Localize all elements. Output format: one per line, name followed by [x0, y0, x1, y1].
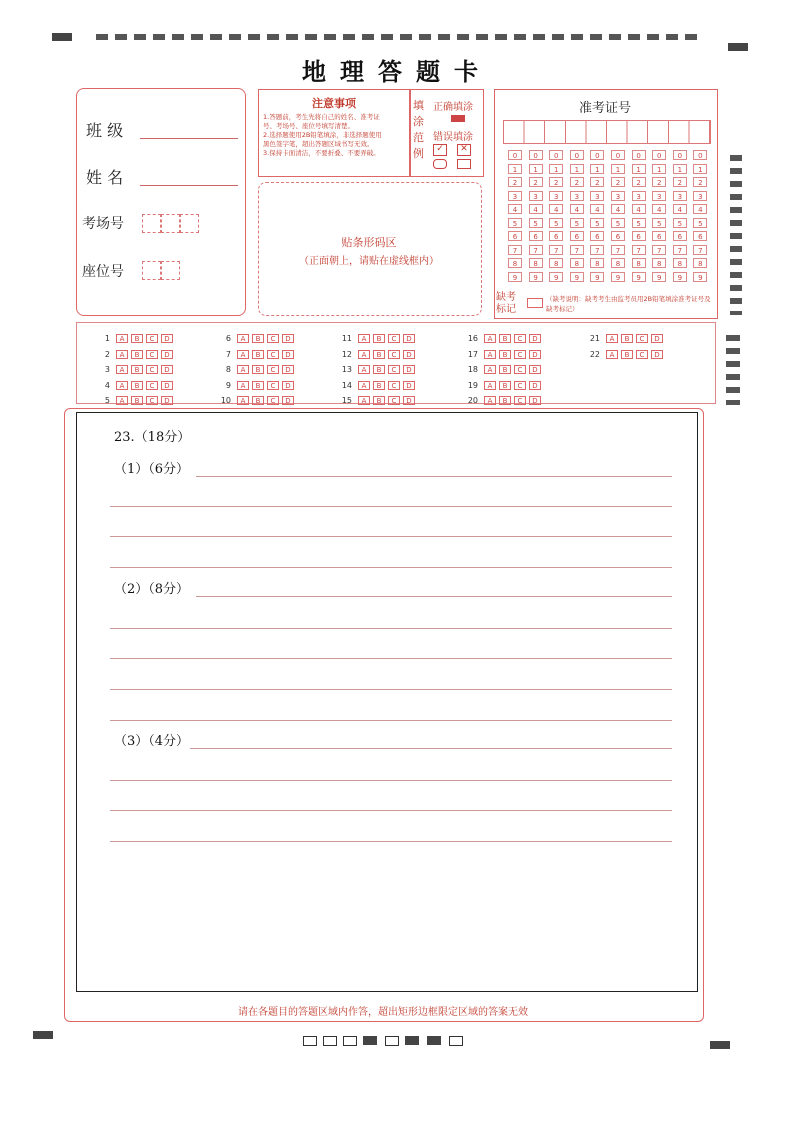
admission-digit-bubble[interactable]: 5 — [590, 218, 604, 228]
choice-bubble[interactable]: A — [484, 381, 496, 390]
admission-digit-column — [632, 150, 646, 285]
answer-line[interactable] — [110, 628, 672, 629]
admission-digit-bubble[interactable]: 5 — [693, 218, 707, 228]
question-number: 17 — [467, 349, 478, 359]
admission-digit-bubble[interactable]: 0 — [590, 150, 604, 160]
admission-digit-bubble[interactable]: 9 — [611, 272, 625, 282]
answer-line[interactable] — [110, 567, 672, 568]
choice-bubble[interactable]: A — [606, 334, 618, 343]
answer-line[interactable] — [110, 841, 672, 842]
admission-digit-bubble[interactable]: 9 — [590, 272, 604, 282]
answer-inner-box — [76, 412, 698, 992]
choice-bubble[interactable]: D — [529, 381, 541, 390]
admission-digit-bubble[interactable]: 6 — [570, 231, 584, 241]
admission-digit-bubble[interactable]: 8 — [611, 258, 625, 268]
choice-bubble[interactable]: D — [161, 381, 173, 390]
choice-bubble[interactable]: B — [499, 350, 511, 359]
choice-bubble[interactable]: B — [252, 334, 264, 343]
choice-bubble[interactable]: C — [146, 396, 158, 405]
admission-digit-bubble[interactable]: 1 — [508, 164, 522, 174]
admission-digit-bubble[interactable]: 7 — [632, 245, 646, 255]
wrong-fill-dash-icon — [433, 159, 447, 169]
choice-bubble[interactable]: B — [373, 396, 385, 405]
choice-bubble[interactable]: B — [373, 365, 385, 374]
choice-bubble[interactable]: C — [388, 334, 400, 343]
choice-bubble[interactable]: A — [358, 365, 370, 374]
question-number: 22 — [589, 349, 600, 359]
question-number: 9 — [225, 380, 231, 390]
absent-note: （缺考说明：缺考考生由监考员用2B铅笔填涂准考证号及缺考标记） — [546, 295, 711, 313]
admission-digit-bubble[interactable]: 2 — [590, 177, 604, 187]
choice-bubble[interactable]: D — [403, 396, 415, 405]
admission-digit-bubble[interactable]: 9 — [570, 272, 584, 282]
admission-digit-bubble[interactable]: 9 — [508, 272, 522, 282]
admission-digit-bubble[interactable]: 1 — [632, 164, 646, 174]
admission-digit-column — [570, 150, 584, 285]
admission-digit-bubble[interactable]: 4 — [673, 204, 687, 214]
choice-question-row — [334, 357, 418, 372]
choice-bubble[interactable]: C — [146, 381, 158, 390]
answer-line[interactable] — [110, 780, 672, 781]
admission-digit-bubble[interactable]: 8 — [570, 258, 584, 268]
admission-digit-bubble[interactable]: 4 — [570, 204, 584, 214]
admission-digit-bubble[interactable]: 3 — [570, 191, 584, 201]
question-23-part2: （2）（8分） — [114, 582, 190, 597]
choice-bubble[interactable]: B — [621, 350, 633, 359]
exam-room-boxes[interactable] — [142, 214, 198, 232]
choice-bubble[interactable]: B — [252, 350, 264, 359]
admission-digit-bubble[interactable]: 7 — [673, 245, 687, 255]
admission-digit-bubble[interactable]: 9 — [652, 272, 666, 282]
admission-digit-bubble[interactable]: 7 — [570, 245, 584, 255]
choice-bubble[interactable]: C — [388, 350, 400, 359]
seat-label: 座位号 — [82, 264, 124, 280]
notice-line: 1.答题前，考生先将自己的姓名、准考证 — [263, 113, 380, 121]
admission-digit-bubble[interactable]: 3 — [673, 191, 687, 201]
admission-digit-bubble[interactable]: 3 — [611, 191, 625, 201]
absent-bubble[interactable] — [527, 298, 543, 308]
page-title: 地理答题卡 — [302, 57, 492, 86]
choice-bubble[interactable]: D — [403, 365, 415, 374]
admission-digit-bubble[interactable]: 2 — [529, 177, 543, 187]
choice-bubble[interactable]: D — [282, 365, 294, 374]
choice-bubble[interactable]: C — [267, 365, 279, 374]
choice-bubble[interactable]: A — [116, 334, 128, 343]
choice-bubble[interactable]: D — [403, 381, 415, 390]
choice-bubble[interactable]: B — [131, 365, 143, 374]
admission-digit-bubble[interactable]: 6 — [590, 231, 604, 241]
admission-digit-bubble[interactable]: 7 — [549, 245, 563, 255]
choice-bubble[interactable]: D — [282, 396, 294, 405]
answer-line[interactable] — [110, 720, 672, 721]
answer-line[interactable] — [190, 748, 672, 749]
choice-bubble[interactable]: C — [267, 334, 279, 343]
choice-bubble[interactable]: D — [282, 381, 294, 390]
choice-bubble[interactable]: B — [499, 334, 511, 343]
choice-question-row — [92, 388, 176, 403]
admission-digit-bubble[interactable]: 9 — [673, 272, 687, 282]
choice-bubble[interactable]: D — [403, 334, 415, 343]
wrong-fill-partial-icon — [457, 159, 471, 169]
choice-bubble[interactable]: C — [146, 350, 158, 359]
admission-digit-bubble[interactable]: 4 — [549, 204, 563, 214]
question-number: 7 — [225, 349, 231, 359]
admission-digit-bubble[interactable]: 6 — [632, 231, 646, 241]
notice-line: 黑色签字笔，超出答题区域书写无效。 — [263, 140, 374, 148]
choice-bubble[interactable]: A — [116, 365, 128, 374]
admission-digit-bubble[interactable]: 9 — [693, 272, 707, 282]
question-23-part3: （3）（4分） — [114, 734, 190, 749]
admission-digit-bubble[interactable]: 8 — [673, 258, 687, 268]
admission-digit-bubble[interactable]: 0 — [549, 150, 563, 160]
choice-bubble[interactable]: A — [484, 350, 496, 359]
admission-digit-bubble[interactable]: 9 — [529, 272, 543, 282]
choice-bubble[interactable]: D — [161, 365, 173, 374]
admission-digit-bubble[interactable]: 0 — [673, 150, 687, 160]
admission-title: 准考证号 — [578, 101, 631, 116]
admission-digit-bubble[interactable]: 5 — [529, 218, 543, 228]
choice-bubble[interactable]: B — [373, 350, 385, 359]
choice-question-row — [334, 326, 418, 341]
admission-digit-bubble[interactable]: 4 — [652, 204, 666, 214]
admission-digit-bubble[interactable]: 3 — [652, 191, 666, 201]
choice-bubble[interactable]: B — [373, 334, 385, 343]
exam-room-label: 考场号 — [82, 216, 124, 232]
question-number: 18 — [467, 365, 478, 374]
notice-heading: 注意事项 — [312, 97, 356, 110]
admission-digit-bubble[interactable]: 8 — [652, 258, 666, 268]
choice-bubble[interactable]: B — [499, 396, 511, 405]
choice-bubble[interactable]: B — [621, 334, 633, 343]
choice-bubble[interactable]: A — [237, 396, 249, 405]
admission-digit-column — [549, 150, 563, 285]
question-number: 4 — [104, 380, 110, 390]
question-number: 14 — [341, 380, 352, 390]
choice-question-row — [92, 342, 176, 357]
admission-digit-bubble[interactable]: 7 — [508, 245, 522, 255]
admission-digit-bubble[interactable]: 8 — [508, 258, 522, 268]
choice-bubble[interactable]: D — [161, 396, 173, 405]
admission-digit-bubble[interactable]: 5 — [673, 218, 687, 228]
question-number: 19 — [467, 380, 478, 390]
admission-digit-bubble[interactable]: 4 — [693, 204, 707, 214]
choice-bubble[interactable]: D — [529, 365, 541, 374]
choice-question-row — [334, 373, 418, 388]
choice-bubble[interactable]: C — [388, 365, 400, 374]
admission-digit-bubble[interactable]: 4 — [632, 204, 646, 214]
question-number: 20 — [467, 396, 478, 405]
footer-warning: 请在各题目的答题区域内作答，超出矩形边框限定区域的答案无效 — [238, 1007, 528, 1018]
question-number: 10 — [220, 396, 231, 405]
admission-digit-bubble[interactable]: 2 — [570, 177, 584, 187]
choice-bubble[interactable]: C — [514, 350, 526, 359]
admission-digit-bubble[interactable]: 2 — [673, 177, 687, 187]
choice-bubble[interactable]: C — [636, 334, 648, 343]
admission-digit-bubble[interactable]: 8 — [632, 258, 646, 268]
choice-bubble[interactable]: D — [282, 350, 294, 359]
choice-question-row — [460, 357, 544, 372]
choice-bubble[interactable]: A — [484, 334, 496, 343]
admission-digit-bubble[interactable]: 6 — [652, 231, 666, 241]
admission-digit-bubble[interactable]: 1 — [611, 164, 625, 174]
admission-digit-bubble[interactable]: 1 — [549, 164, 563, 174]
admission-digit-bubble[interactable]: 3 — [508, 191, 522, 201]
choice-bubble[interactable]: B — [131, 350, 143, 359]
choice-bubble[interactable]: A — [116, 381, 128, 390]
choice-bubble[interactable]: A — [237, 381, 249, 390]
admission-digit-bubble[interactable]: 5 — [611, 218, 625, 228]
question-23-part1: （1）（6分） — [114, 462, 190, 477]
question-23-heading: 23.（18分） — [114, 430, 191, 445]
admission-digit-bubble[interactable]: 0 — [611, 150, 625, 160]
admission-digit-bubble[interactable]: 2 — [611, 177, 625, 187]
answer-line[interactable] — [196, 596, 672, 597]
admission-digit-bubble[interactable]: 9 — [632, 272, 646, 282]
admission-digit-bubble[interactable]: 5 — [549, 218, 563, 228]
admission-digit-bubble[interactable]: 7 — [590, 245, 604, 255]
choice-bubble[interactable]: B — [131, 381, 143, 390]
choice-question-row — [92, 373, 176, 388]
choice-bubble[interactable]: A — [358, 334, 370, 343]
choice-bubble[interactable]: A — [237, 350, 249, 359]
choice-question-row — [460, 373, 544, 388]
wrong-fill-check-icon: ✓ — [433, 144, 447, 156]
choice-bubble[interactable]: A — [484, 365, 496, 374]
question-number: 11 — [341, 334, 352, 343]
seat-boxes[interactable] — [142, 261, 182, 279]
choice-bubble[interactable]: D — [161, 350, 173, 359]
choice-question-row — [92, 326, 176, 341]
admission-digit-bubble[interactable]: 0 — [652, 150, 666, 160]
choice-bubble[interactable]: B — [499, 381, 511, 390]
choice-bubble[interactable]: C — [267, 350, 279, 359]
choice-question-row — [213, 357, 297, 372]
choice-bubble[interactable]: D — [161, 334, 173, 343]
answer-line[interactable] — [110, 689, 672, 690]
admission-digit-bubble[interactable]: 8 — [693, 258, 707, 268]
answer-line[interactable] — [110, 810, 672, 811]
choice-bubble[interactable]: D — [403, 350, 415, 359]
choice-bubble[interactable]: A — [237, 365, 249, 374]
choice-bubble[interactable]: B — [373, 381, 385, 390]
question-number: 5 — [104, 396, 110, 405]
question-number: 12 — [341, 349, 352, 359]
admission-digit-bubble[interactable]: 9 — [549, 272, 563, 282]
choice-question-row — [334, 388, 418, 403]
question-number: 8 — [225, 365, 231, 374]
admission-digit-bubble[interactable]: 4 — [508, 204, 522, 214]
admission-digit-bubble[interactable]: 0 — [529, 150, 543, 160]
admission-digit-column — [611, 150, 625, 285]
admission-digit-bubble[interactable]: 8 — [590, 258, 604, 268]
admission-digit-bubble[interactable]: 2 — [652, 177, 666, 187]
choice-bubble[interactable]: C — [388, 381, 400, 390]
admission-digit-bubble[interactable]: 8 — [529, 258, 543, 268]
choice-question-row — [213, 388, 297, 403]
admission-digit-bubble[interactable]: 0 — [570, 150, 584, 160]
admission-digit-bubble[interactable]: 0 — [632, 150, 646, 160]
admission-digit-bubble[interactable]: 7 — [652, 245, 666, 255]
choice-bubble[interactable]: A — [358, 396, 370, 405]
choice-bubble[interactable]: A — [358, 381, 370, 390]
choice-question-row — [213, 326, 297, 341]
wrong-fill-label: 错误填涂 — [433, 132, 473, 143]
answer-line[interactable] — [110, 506, 672, 507]
name-field[interactable] — [140, 185, 238, 186]
name-label: 姓 名 — [86, 168, 124, 187]
question-number: 6 — [225, 334, 231, 343]
admission-digit-bubble[interactable]: 2 — [632, 177, 646, 187]
admission-digit-bubble[interactable]: 7 — [611, 245, 625, 255]
choice-question-row — [92, 357, 176, 372]
choice-bubble[interactable]: D — [651, 334, 663, 343]
choice-bubble[interactable]: D — [529, 334, 541, 343]
admission-digit-bubble[interactable]: 2 — [549, 177, 563, 187]
choice-question-row — [460, 342, 544, 357]
notice-line: 2.选择题使用2B铅笔填涂，非选择题使用 — [263, 131, 382, 139]
choice-bubble[interactable]: B — [499, 365, 511, 374]
notice-line: 号、考场号、座位号填写清楚。 — [263, 122, 354, 130]
answer-line[interactable] — [110, 536, 672, 537]
admission-digit-column — [673, 150, 687, 285]
question-number: 16 — [467, 334, 478, 343]
choice-question-row — [213, 373, 297, 388]
admission-digit-bubble[interactable]: 6 — [508, 231, 522, 241]
admission-digit-bubble[interactable]: 6 — [549, 231, 563, 241]
choice-bubble[interactable]: C — [267, 381, 279, 390]
admission-digit-bubble[interactable]: 8 — [549, 258, 563, 268]
admission-digit-bubble[interactable]: 3 — [590, 191, 604, 201]
choice-bubble[interactable]: C — [146, 365, 158, 374]
question-number: 21 — [589, 334, 600, 343]
question-number: 15 — [341, 396, 352, 405]
admission-digit-bubble[interactable]: 6 — [673, 231, 687, 241]
admission-digit-bubble[interactable]: 1 — [652, 164, 666, 174]
choice-bubble[interactable]: D — [282, 334, 294, 343]
admission-digit-bubble[interactable]: 0 — [508, 150, 522, 160]
choice-bubble[interactable]: C — [514, 334, 526, 343]
question-number: 3 — [104, 365, 110, 374]
admission-digit-bubble[interactable]: 3 — [529, 191, 543, 201]
choice-question-row — [213, 342, 297, 357]
admission-digit-bubble[interactable]: 6 — [611, 231, 625, 241]
admission-digit-bubble[interactable]: 5 — [652, 218, 666, 228]
choice-bubble[interactable]: A — [116, 350, 128, 359]
admission-digit-bubble[interactable]: 5 — [570, 218, 584, 228]
question-number: 2 — [104, 349, 110, 359]
choice-bubble[interactable]: A — [484, 396, 496, 405]
admission-digit-bubble[interactable]: 5 — [508, 218, 522, 228]
admission-write-boxes[interactable] — [503, 120, 711, 144]
notice-line: 3.保持卡面清洁，不要折叠、不要弄破。 — [263, 149, 380, 157]
choice-bubble[interactable]: B — [252, 381, 264, 390]
choice-question-row — [460, 388, 544, 403]
admission-digit-column — [529, 150, 543, 285]
choice-bubble[interactable]: B — [252, 365, 264, 374]
fill-example-box — [410, 89, 484, 177]
choice-question-row — [582, 326, 666, 341]
choice-bubble[interactable]: B — [131, 334, 143, 343]
absent-label: 缺考标记 — [496, 292, 516, 315]
admission-digit-bubble[interactable]: 1 — [693, 164, 707, 174]
choice-bubble[interactable]: A — [606, 350, 618, 359]
admission-digit-bubble[interactable]: 4 — [590, 204, 604, 214]
admission-digit-bubble[interactable]: 6 — [529, 231, 543, 241]
admission-digit-bubble[interactable]: 1 — [570, 164, 584, 174]
fill-example-vertical-label: 填涂范例 — [413, 99, 424, 160]
choice-bubble[interactable]: C — [388, 396, 400, 405]
choice-bubble[interactable]: B — [131, 396, 143, 405]
notice-box — [258, 89, 410, 177]
question-number: 1 — [104, 334, 110, 343]
choice-bubble[interactable]: C — [514, 396, 526, 405]
correct-fill-sample — [451, 115, 465, 122]
admission-digit-column — [508, 150, 522, 285]
admission-digit-column — [590, 150, 604, 285]
choice-bubble[interactable]: D — [529, 350, 541, 359]
wrong-fill-cross-icon: ✕ — [457, 144, 471, 156]
admission-digit-bubble[interactable]: 1 — [673, 164, 687, 174]
choice-bubble[interactable]: C — [146, 334, 158, 343]
choice-bubble[interactable]: B — [252, 396, 264, 405]
barcode-subtitle: （正面朝上，请贴在虚线框内） — [299, 256, 439, 267]
admission-digit-bubble[interactable]: 4 — [529, 204, 543, 214]
choice-bubble[interactable]: D — [529, 396, 541, 405]
timing-marks-right-2 — [726, 335, 740, 405]
admission-digit-bubble[interactable]: 3 — [693, 191, 707, 201]
class-field[interactable] — [140, 138, 238, 139]
answer-line[interactable] — [196, 476, 672, 477]
choice-question-row — [334, 342, 418, 357]
admission-digit-bubble[interactable]: 7 — [529, 245, 543, 255]
choice-bubble[interactable]: C — [514, 381, 526, 390]
admission-digit-bubble[interactable]: 0 — [693, 150, 707, 160]
choice-bubble[interactable]: A — [116, 396, 128, 405]
choice-bubble[interactable]: C — [267, 396, 279, 405]
admission-digit-bubble[interactable]: 3 — [632, 191, 646, 201]
timing-marks-right — [730, 155, 742, 315]
correct-fill-label: 正确填涂 — [433, 102, 473, 113]
choice-bubble[interactable]: C — [636, 350, 648, 359]
admission-digit-column — [652, 150, 666, 285]
admission-digit-bubble[interactable]: 2 — [508, 177, 522, 187]
admission-digit-bubble[interactable]: 3 — [549, 191, 563, 201]
choice-bubble[interactable]: A — [358, 350, 370, 359]
admission-digit-bubble[interactable]: 7 — [693, 245, 707, 255]
admission-digit-column — [693, 150, 707, 285]
admission-digit-bubble[interactable]: 1 — [590, 164, 604, 174]
admission-digit-bubble[interactable]: 5 — [632, 218, 646, 228]
choice-question-row — [582, 342, 666, 357]
choice-bubble[interactable]: A — [237, 334, 249, 343]
admission-digit-bubble[interactable]: 1 — [529, 164, 543, 174]
answer-line[interactable] — [110, 658, 672, 659]
choice-bubble[interactable]: C — [514, 365, 526, 374]
admission-digit-bubble[interactable]: 6 — [693, 231, 707, 241]
admission-digit-bubble[interactable]: 2 — [693, 177, 707, 187]
question-number: 13 — [341, 365, 352, 374]
barcode-title: 贴条形码区 — [341, 236, 397, 249]
admission-digit-bubble[interactable]: 4 — [611, 204, 625, 214]
choice-bubble[interactable]: D — [651, 350, 663, 359]
class-label: 班 级 — [86, 121, 124, 140]
choice-question-row — [460, 326, 544, 341]
